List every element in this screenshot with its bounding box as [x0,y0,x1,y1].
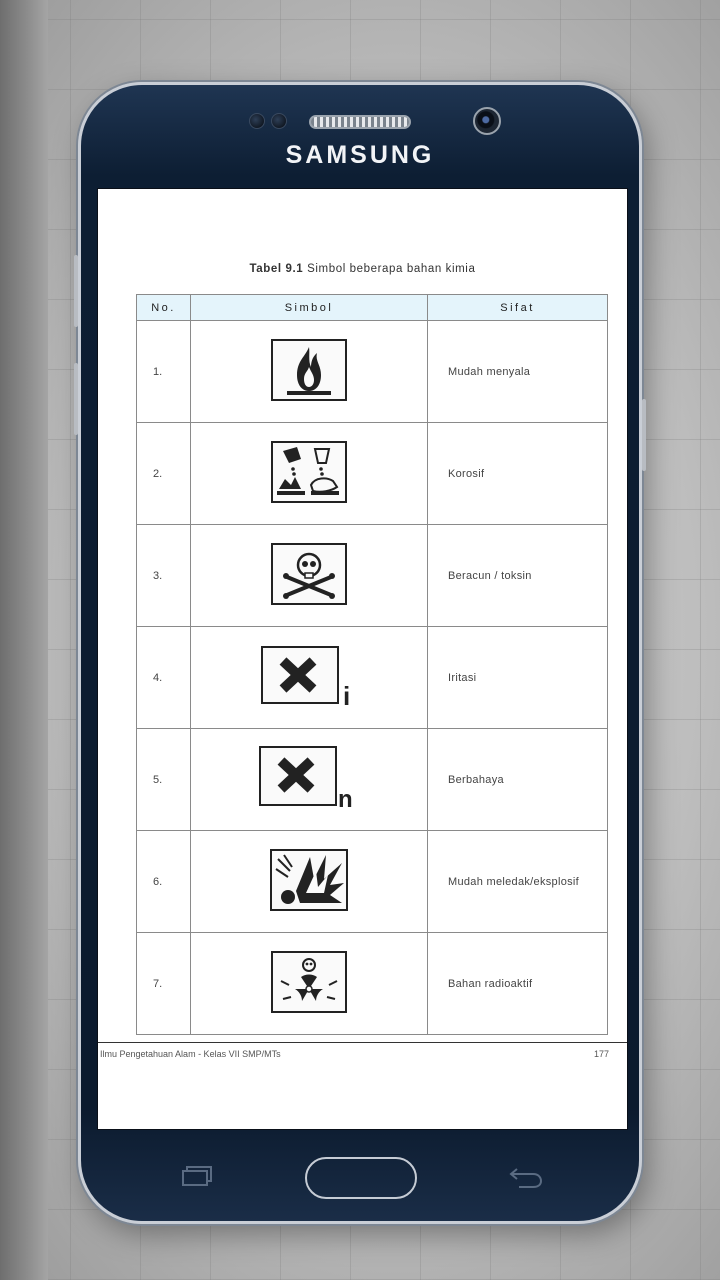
row-number: 7. [137,933,191,1035]
row-number: 1. [137,321,191,423]
phone-frame [78,82,642,1224]
background-wall-shade [0,0,48,1280]
chemical-symbol-table [136,294,608,1035]
table-row [137,627,608,729]
flammable-icon [271,339,347,401]
irritant-icon [261,643,357,709]
table-row [137,525,608,627]
table-row [137,831,608,933]
row-property: Iritasi [428,627,608,729]
brand-logo: SAMSUNG [285,141,435,169]
header-no: No. [137,295,191,321]
front-camera [473,107,501,135]
document-screen[interactable] [97,188,628,1130]
footer-book-title: Ilmu Pengetahuan Alam - Kelas VII SMP/MTs [100,1049,281,1059]
back-icon[interactable] [509,1163,543,1189]
hardware-nav-bar [81,1135,639,1215]
home-button[interactable] [305,1157,417,1199]
earpiece-speaker [309,115,411,129]
toxic-icon [271,543,347,605]
table-header-row [137,295,608,321]
harmful-icon [259,745,359,811]
table-row [137,423,608,525]
caption-text: Simbol beberapa bahan kimia [307,263,476,275]
radioactive-icon [271,951,347,1013]
row-property: Beracun / toksin [428,525,608,627]
header-property: Sifat [428,295,608,321]
row-property: Berbahaya [428,729,608,831]
footer-divider [98,1042,627,1043]
row-number: 2. [137,423,191,525]
harmful-letter: n [338,786,353,811]
table-row [137,729,608,831]
corrosive-icon [271,441,347,503]
explosive-icon [270,849,348,911]
proximity-sensor [249,113,265,129]
row-property: Mudah meledak/eksplosif [428,831,608,933]
row-number: 3. [137,525,191,627]
table-caption [98,263,627,275]
header-symbol: Simbol [191,295,428,321]
power-button [642,399,646,471]
table-row [137,933,608,1035]
light-sensor [271,113,287,129]
caption-label: Tabel 9.1 [249,263,304,275]
volume-up-button [74,255,78,327]
volume-down-button [74,363,78,435]
row-property: Korosif [428,423,608,525]
row-number: 4. [137,627,191,729]
row-property: Mudah menyala [428,321,608,423]
footer-page-number: 177 [593,1049,609,1059]
table-row [137,321,608,423]
irritant-letter: i [343,681,351,709]
row-number: 5. [137,729,191,831]
recent-apps-icon[interactable] [181,1165,213,1187]
row-number: 6. [137,831,191,933]
row-property: Bahan radioaktif [428,933,608,1035]
